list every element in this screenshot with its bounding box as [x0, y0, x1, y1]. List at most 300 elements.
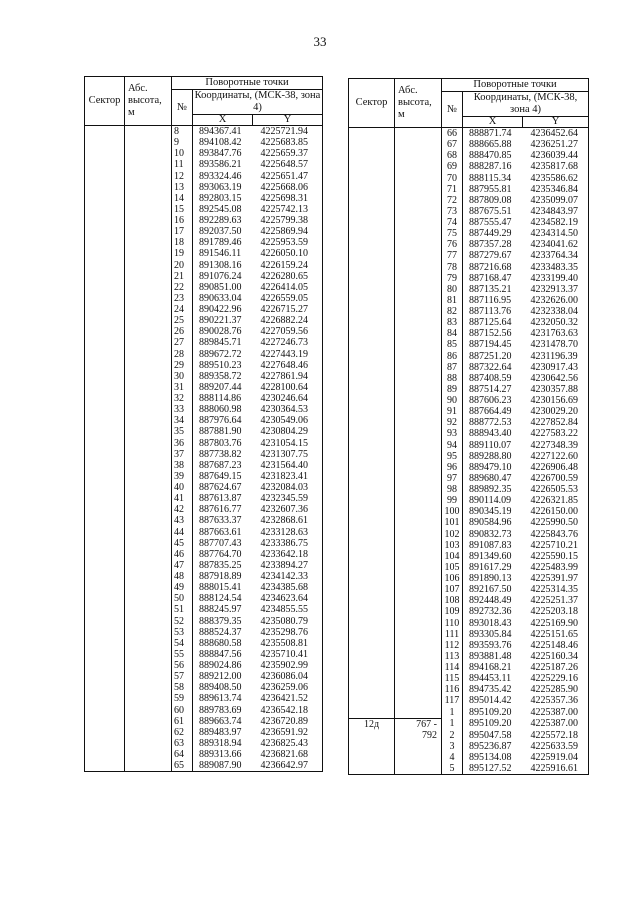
table-row [349, 184, 589, 195]
point-number-cell: 42 [172, 504, 193, 515]
point-number-cell: 108 [442, 595, 463, 606]
header-x: X [463, 117, 523, 128]
x-coordinate-cell: 887449.29 [469, 228, 512, 240]
sector-cell [349, 417, 395, 428]
point-number-cell: 16 [172, 215, 193, 226]
x-coordinate-cell: 893593.76 [469, 639, 512, 651]
y-coordinate-cell: 4236542.18 [253, 705, 323, 716]
header-coordinate-system: Координаты, (МСК-38, зона 4) [193, 90, 323, 115]
x-coordinate-cell: 889318.94 [199, 737, 242, 749]
point-number-cell: 17 [172, 226, 193, 237]
point-number-cell: 23 [172, 293, 193, 304]
point-number-cell: 94 [442, 440, 463, 451]
altitude-cell [125, 460, 172, 471]
y-coordinate-cell: 4235817.68 [523, 161, 589, 172]
header-coordinate-system: Координаты, (МСК-38, зона 4) [463, 92, 589, 117]
altitude-cell [395, 707, 442, 719]
altitude-cell [125, 282, 172, 293]
y-coordinate-cell: 4232868.61 [253, 515, 323, 526]
y-coordinate-cell: 4234843.97 [523, 206, 589, 217]
altitude-cell [125, 360, 172, 371]
table-row [349, 161, 589, 172]
table-row [85, 337, 323, 348]
y-coordinate-cell: 4225148.46 [523, 640, 589, 651]
point-number-cell: 19 [172, 248, 193, 259]
point-number-cell: 30 [172, 371, 193, 382]
sector-cell [349, 362, 395, 373]
altitude-cell [395, 373, 442, 384]
table-row [349, 406, 589, 417]
x-coordinate-cell: 895047.58 [469, 729, 512, 741]
table-row [85, 482, 323, 493]
altitude-cell [395, 451, 442, 462]
x-coordinate-cell: 889892.35 [469, 484, 512, 495]
point-number-cell: 97 [442, 473, 463, 484]
x-coordinate-cell: 888871.74 [469, 127, 512, 139]
altitude-cell [125, 182, 172, 193]
table-row [85, 682, 323, 693]
coordinates-table-right [348, 78, 589, 775]
altitude-cell [395, 695, 442, 706]
y-coordinate-cell: 4235586.62 [523, 173, 589, 184]
table-row [349, 440, 589, 451]
altitude-cell [395, 173, 442, 184]
altitude-cell [125, 705, 172, 716]
point-number-cell: 29 [172, 360, 193, 371]
sector-cell [85, 449, 125, 460]
x-coordinate-cell: 889087.90 [193, 760, 253, 772]
x-coordinate-cell: 888847.56 [199, 648, 242, 660]
y-coordinate-cell: 4232050.32 [523, 317, 589, 328]
altitude-cell [125, 159, 172, 170]
point-number-cell: 63 [172, 738, 193, 749]
altitude-cell: 767 - [395, 718, 442, 730]
table-row [85, 182, 323, 193]
sector-cell [85, 193, 125, 204]
sector-cell [349, 206, 395, 217]
y-coordinate-cell: 4232345.59 [253, 493, 323, 504]
y-coordinate-cell: 4234041.62 [523, 239, 589, 250]
sector-cell [349, 573, 395, 584]
table-row [85, 349, 323, 360]
x-coordinate-cell: 895134.08 [469, 751, 512, 763]
altitude-cell [395, 640, 442, 651]
sector-cell [349, 384, 395, 395]
x-coordinate-cell: 895127.52 [463, 763, 523, 775]
y-coordinate-cell: 4225869.94 [253, 226, 323, 237]
sector-cell [349, 150, 395, 161]
table-row [349, 484, 589, 495]
point-number-cell: 76 [442, 239, 463, 250]
sector-cell [349, 551, 395, 562]
point-number-cell: 46 [172, 549, 193, 560]
point-number-cell: 71 [442, 184, 463, 195]
sector-cell [349, 262, 395, 273]
point-number-cell: 39 [172, 471, 193, 482]
point-number-cell: 84 [442, 328, 463, 339]
x-coordinate-cell: 887322.64 [469, 361, 512, 373]
altitude-cell [395, 128, 442, 140]
x-coordinate-cell: 895014.42 [469, 695, 512, 707]
y-coordinate-cell: 4235298.76 [253, 627, 323, 638]
y-coordinate-cell: 4225683.85 [253, 137, 323, 148]
x-coordinate-cell: 888015.41 [199, 582, 242, 594]
point-number-cell: 109 [442, 606, 463, 617]
table-row [349, 150, 589, 161]
point-number-cell: 15 [172, 204, 193, 215]
y-coordinate-cell: 4231823.41 [253, 471, 323, 482]
table-row [85, 760, 323, 772]
x-coordinate-cell: 887514.27 [469, 383, 512, 395]
altitude-cell [125, 515, 172, 526]
sector-cell [85, 482, 125, 493]
sector-cell [349, 284, 395, 295]
altitude-cell [395, 473, 442, 484]
altitude-cell [125, 649, 172, 660]
x-coordinate-cell: 890832.73 [469, 528, 512, 540]
y-coordinate-cell: 4236452.64 [523, 128, 589, 140]
x-coordinate-cell: 887663.61 [199, 526, 242, 538]
altitude-cell [395, 662, 442, 673]
sector-cell [85, 126, 125, 138]
altitude-cell [395, 741, 442, 752]
x-coordinate-cell: 887113.76 [469, 306, 512, 317]
sector-cell [349, 517, 395, 528]
x-coordinate-cell: 887279.67 [469, 250, 512, 262]
sector-cell [85, 693, 125, 704]
y-coordinate-cell: 4236421.52 [253, 693, 323, 704]
page-number: 33 [313, 34, 327, 49]
y-coordinate-cell: 4225483.99 [523, 562, 589, 573]
point-number-cell: 47 [172, 560, 193, 571]
sector-cell [349, 161, 395, 172]
point-number-cell: 66 [442, 128, 463, 140]
table-row [85, 248, 323, 259]
sector-cell [85, 504, 125, 515]
x-coordinate-cell: 891789.46 [199, 237, 242, 249]
x-coordinate-cell: 888114.86 [199, 393, 242, 404]
sector-cell [85, 182, 125, 193]
point-number-cell: 9 [172, 137, 193, 148]
y-coordinate-cell: 4234855.55 [253, 604, 323, 615]
point-number-cell: 100 [442, 506, 463, 517]
x-coordinate-cell: 887803.76 [199, 437, 242, 449]
sector-cell [349, 373, 395, 384]
y-coordinate-cell: 4225187.26 [523, 662, 589, 673]
point-number-cell: 57 [172, 671, 193, 682]
x-coordinate-cell: 888680.58 [199, 637, 242, 649]
y-coordinate-cell: 4232913.37 [523, 284, 589, 295]
sector-cell [349, 128, 395, 140]
sector-cell [85, 582, 125, 593]
altitude-cell [125, 426, 172, 437]
altitude-cell [395, 540, 442, 551]
table-row [349, 730, 589, 741]
point-number-cell: 96 [442, 462, 463, 473]
table-row [85, 449, 323, 460]
altitude-cell [395, 629, 442, 640]
point-number-cell: 32 [172, 393, 193, 404]
sector-cell [349, 217, 395, 228]
y-coordinate-cell: 4230364.53 [253, 404, 323, 415]
altitude-cell [125, 604, 172, 615]
point-number-cell: 83 [442, 317, 463, 328]
y-coordinate-cell: 4230029.20 [523, 406, 589, 417]
sector-cell [349, 462, 395, 473]
sector-cell [85, 371, 125, 382]
altitude-cell [125, 215, 172, 226]
altitude-cell [395, 506, 442, 517]
altitude-cell [125, 393, 172, 404]
x-coordinate-cell: 887738.82 [199, 448, 242, 460]
y-coordinate-cell: 4226159.24 [253, 260, 323, 271]
point-number-cell: 105 [442, 562, 463, 573]
y-coordinate-cell: 4225721.94 [253, 126, 323, 138]
x-coordinate-cell: 890851.00 [199, 281, 242, 293]
y-coordinate-cell: 4226414.05 [253, 282, 323, 293]
table-row [349, 506, 589, 517]
altitude-cell [395, 684, 442, 695]
header-altitude: Абс. высота, м [125, 77, 172, 126]
y-coordinate-cell: 4226321.85 [523, 495, 589, 506]
y-coordinate-cell: 4227059.56 [253, 326, 323, 337]
point-number-cell: 73 [442, 206, 463, 217]
y-coordinate-cell: 4232626.00 [523, 295, 589, 306]
sector-cell [85, 215, 125, 226]
altitude-cell [125, 660, 172, 671]
table-row [85, 148, 323, 159]
x-coordinate-cell: 894108.42 [199, 137, 242, 149]
point-number-cell: 56 [172, 660, 193, 671]
table-row [85, 493, 323, 504]
point-number-cell: 77 [442, 250, 463, 261]
sector-cell [349, 451, 395, 462]
sector-cell [85, 649, 125, 660]
x-coordinate-cell: 887168.47 [469, 272, 512, 284]
point-number-cell: 52 [172, 616, 193, 627]
point-number-cell: 114 [442, 662, 463, 673]
sector-cell [349, 395, 395, 406]
point-number-cell: 36 [172, 438, 193, 449]
y-coordinate-cell: 4225953.59 [253, 237, 323, 248]
altitude-cell [395, 573, 442, 584]
y-coordinate-cell: 4230917.43 [523, 362, 589, 373]
point-number-cell: 110 [442, 618, 463, 629]
altitude-cell [395, 529, 442, 540]
point-number-cell: 59 [172, 693, 193, 704]
sector-cell [349, 730, 395, 741]
sector-cell [85, 393, 125, 404]
x-coordinate-cell: 889358.72 [199, 370, 242, 382]
table-row [85, 538, 323, 549]
point-number-cell: 89 [442, 384, 463, 395]
altitude-cell [395, 250, 442, 261]
sector-cell [85, 159, 125, 170]
table-row [85, 671, 323, 682]
y-coordinate-cell: 4225251.37 [523, 595, 589, 606]
y-coordinate-cell: 4225668.06 [253, 182, 323, 193]
altitude-cell [125, 560, 172, 571]
sector-cell [349, 763, 395, 775]
y-coordinate-cell: 4236642.97 [253, 760, 323, 772]
header-number: № [442, 92, 463, 128]
altitude-cell [395, 295, 442, 306]
point-number-cell: 80 [442, 284, 463, 295]
table-row [85, 159, 323, 170]
sector-cell: 12д [349, 718, 395, 730]
y-coordinate-cell: 4235508.81 [253, 638, 323, 649]
sector-cell [349, 239, 395, 250]
table-row [85, 438, 323, 449]
y-coordinate-cell: 4225659.37 [253, 148, 323, 159]
altitude-cell [395, 651, 442, 662]
point-number-cell: 54 [172, 638, 193, 649]
point-number-cell: 78 [442, 262, 463, 273]
y-coordinate-cell: 4233894.27 [253, 560, 323, 571]
table-row [85, 582, 323, 593]
x-coordinate-cell: 894367.41 [199, 125, 242, 137]
y-coordinate-cell: 4235099.07 [523, 195, 589, 206]
header-y: Y [253, 115, 323, 126]
header-x: X [193, 115, 253, 126]
x-coordinate-cell: 887125.64 [469, 317, 512, 329]
table-row [349, 262, 589, 273]
point-number-cell: 24 [172, 304, 193, 315]
table-row [85, 282, 323, 293]
y-coordinate-cell: 4225633.59 [523, 741, 589, 752]
y-coordinate-cell: 4227648.46 [253, 360, 323, 371]
sector-cell [85, 716, 125, 727]
table-row [349, 451, 589, 462]
sector-cell [85, 460, 125, 471]
table-row [349, 763, 589, 775]
point-number-cell: 88 [442, 373, 463, 384]
y-coordinate-cell: 4232607.36 [253, 504, 323, 515]
table-row [85, 315, 323, 326]
sector-cell [85, 515, 125, 526]
x-coordinate-cell: 893063.19 [199, 181, 242, 193]
table-row [349, 629, 589, 640]
sector-cell [349, 250, 395, 261]
altitude-cell [125, 538, 172, 549]
table-row [85, 549, 323, 560]
altitude-cell [395, 384, 442, 395]
altitude-cell [395, 417, 442, 428]
x-coordinate-cell: 887809.08 [469, 194, 512, 206]
point-number-cell: 65 [172, 760, 193, 772]
point-number-cell: 69 [442, 161, 463, 172]
y-coordinate-cell: 4226150.00 [523, 506, 589, 517]
x-coordinate-cell: 895236.87 [469, 740, 512, 752]
x-coordinate-cell: 892037.50 [199, 226, 242, 238]
table-row [349, 651, 589, 662]
x-coordinate-cell: 889680.47 [469, 472, 512, 484]
table-row [349, 684, 589, 695]
altitude-cell [125, 171, 172, 182]
table-row [85, 616, 323, 627]
sector-cell [349, 640, 395, 651]
table-row [349, 250, 589, 261]
point-number-cell: 43 [172, 515, 193, 526]
x-coordinate-cell: 887633.37 [199, 515, 242, 527]
x-coordinate-cell: 889510.23 [199, 359, 242, 371]
y-coordinate-cell: 4230642.56 [523, 373, 589, 384]
point-number-cell: 3 [442, 741, 463, 752]
x-coordinate-cell: 887881.90 [199, 426, 242, 438]
point-number-cell: 34 [172, 415, 193, 426]
altitude-cell [395, 228, 442, 239]
point-number-cell: 2 [442, 730, 463, 741]
point-number-cell: 10 [172, 148, 193, 159]
table-row [85, 326, 323, 337]
y-coordinate-cell: 4231564.40 [253, 460, 323, 471]
point-number-cell: 87 [442, 362, 463, 373]
x-coordinate-cell: 887664.49 [469, 406, 512, 418]
point-number-cell: 106 [442, 573, 463, 584]
sector-cell [349, 752, 395, 763]
x-coordinate-cell: 892732.36 [469, 606, 512, 618]
sector-cell [85, 360, 125, 371]
altitude-cell [125, 315, 172, 326]
altitude-cell [395, 273, 442, 284]
y-coordinate-cell: 4231478.70 [523, 339, 589, 350]
x-coordinate-cell: 887764.70 [199, 548, 242, 560]
y-coordinate-cell: 4225357.36 [523, 695, 589, 706]
sector-cell [85, 727, 125, 738]
altitude-cell [125, 415, 172, 426]
sector-cell [349, 695, 395, 706]
point-number-cell: 44 [172, 527, 193, 538]
y-coordinate-cell: 4227861.94 [253, 371, 323, 382]
x-coordinate-cell: 893324.46 [199, 170, 242, 182]
x-coordinate-cell: 889408.50 [199, 682, 242, 694]
point-number-cell: 90 [442, 395, 463, 406]
point-number-cell: 28 [172, 349, 193, 360]
altitude-cell [125, 549, 172, 560]
table-row [85, 137, 323, 148]
table-row [349, 273, 589, 284]
y-coordinate-cell: 4225651.47 [253, 171, 323, 182]
table-row [85, 727, 323, 738]
sector-cell [85, 627, 125, 638]
table-row [349, 562, 589, 573]
altitude-cell [395, 395, 442, 406]
altitude-cell [395, 406, 442, 417]
table-row [349, 328, 589, 339]
header-altitude: Абс. высота, м [395, 79, 442, 128]
point-number-cell: 98 [442, 484, 463, 495]
y-coordinate-cell: 4236825.43 [253, 738, 323, 749]
point-number-cell: 67 [442, 139, 463, 150]
x-coordinate-cell: 895109.20 [469, 706, 512, 718]
altitude-cell [125, 304, 172, 315]
altitude-cell [125, 749, 172, 760]
x-coordinate-cell: 893305.84 [469, 628, 512, 640]
x-coordinate-cell: 889110.07 [469, 439, 512, 451]
table-row [85, 527, 323, 538]
point-number-cell: 40 [172, 482, 193, 493]
y-coordinate-cell: 4232338.04 [523, 306, 589, 317]
x-coordinate-cell: 887216.68 [469, 261, 512, 273]
x-coordinate-cell: 887616.77 [199, 504, 242, 516]
sector-cell [85, 660, 125, 671]
point-number-cell: 115 [442, 673, 463, 684]
x-coordinate-cell: 893018.43 [469, 617, 512, 629]
altitude-cell [125, 382, 172, 393]
x-coordinate-cell: 888772.53 [469, 417, 512, 429]
table-row [85, 716, 323, 727]
table-row [349, 640, 589, 651]
